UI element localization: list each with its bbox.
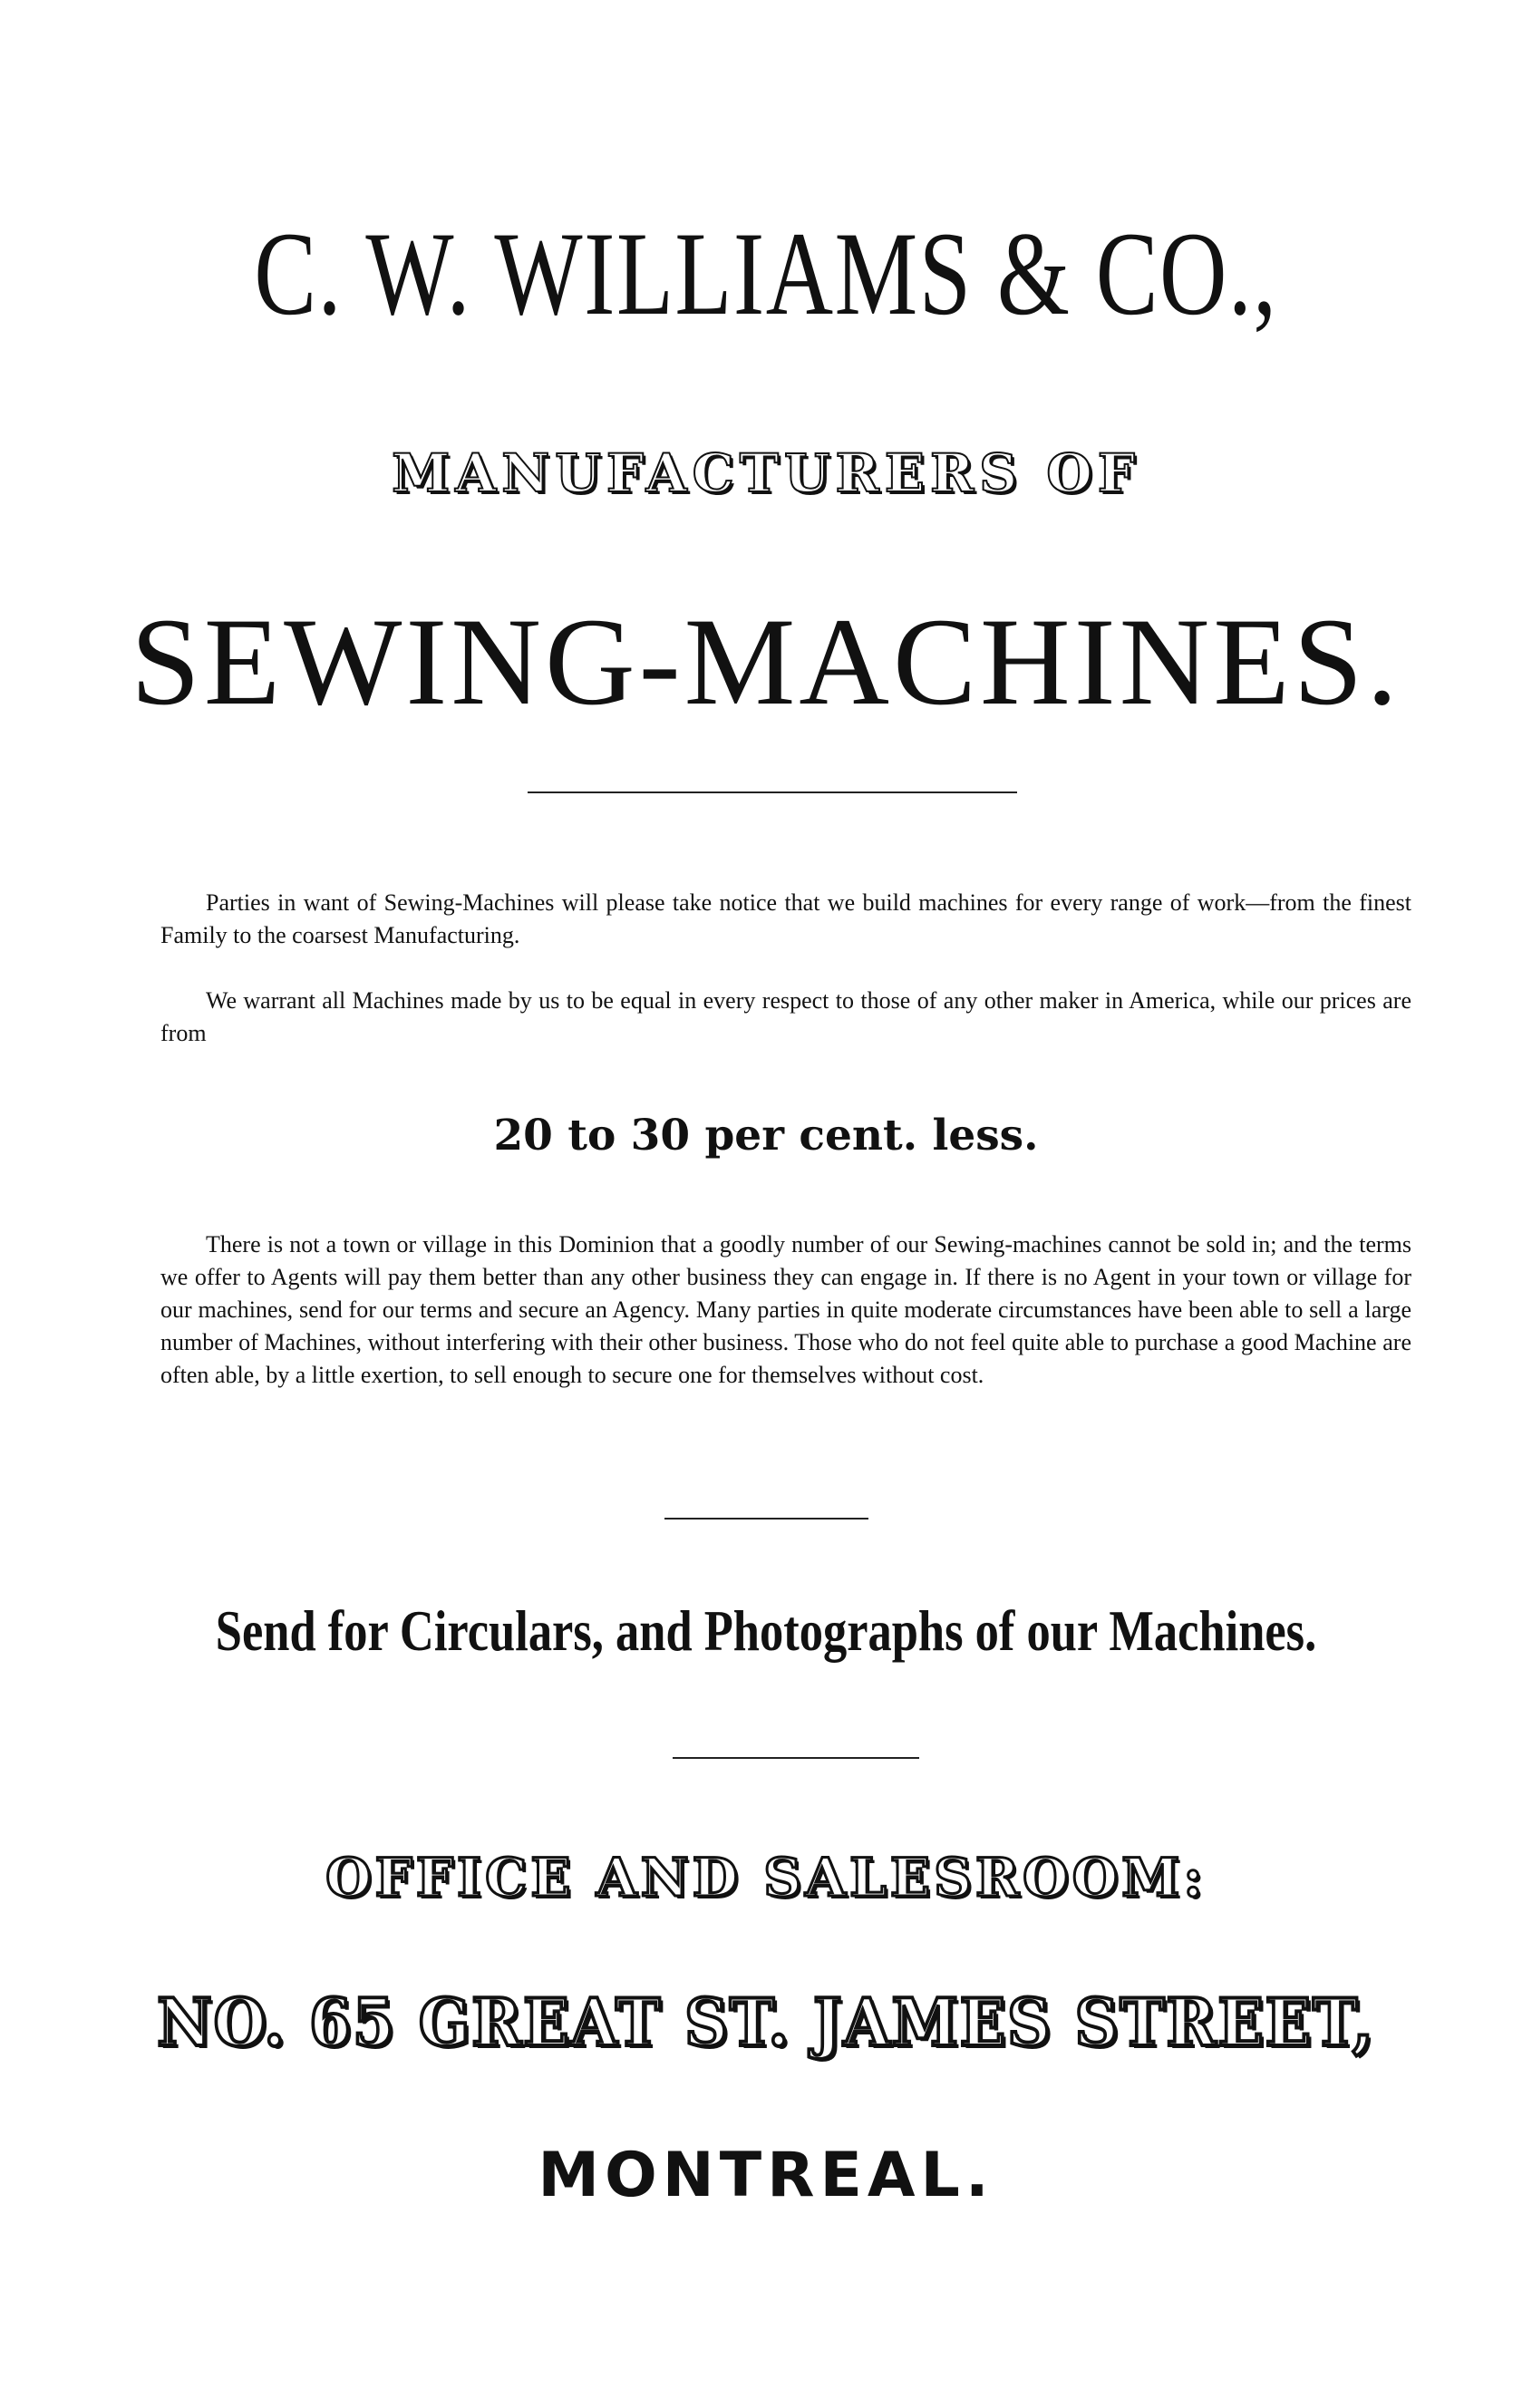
call-to-action: Send for Circulars, and Photographs of our Machines.	[215, 1598, 1317, 1663]
city-name: MONTREAL.	[538, 2140, 994, 2211]
divider-rule	[673, 1757, 919, 1759]
paragraph-warranty: We warrant all Machines made by us to be equal in every respect to those of any other maker in America, while our prices are from	[160, 987, 1411, 1046]
manufacturers-subtitle: MANUFACTURERS OF	[392, 442, 1140, 504]
price-note: 20 to 30 per cent. less.	[493, 1111, 1039, 1160]
divider-rule	[664, 1518, 868, 1520]
paragraph-agents: There is not a town or village in this Dominion that a goodly number of our Sewing-machines cannot be sold in; and the terms we offer to Agents will pay them better than any other business they can engage in. If there is no Agent in your town or village for our machines, send for our terms and secure an Agency. Many parties in quite moderate circumstances have been able to sell a large number of Machines, without interfering with their other business. Those who do not feel quite able to purchase a good Machine are often able, by a little exertion, to sell enough to secure one for themselves without cost.	[160, 1231, 1411, 1388]
firm-name-heading: C. W. WILLIAMS & CO.,	[254, 207, 1278, 340]
street-address: NO. 65 GREAT ST. JAMES STREET,	[157, 1984, 1375, 2061]
office-label: OFFICE AND SALESROOM:	[325, 1847, 1207, 1908]
paragraph-range-of-work: Parties in want of Sewing-Machines will please take notice that we build machines for every range of work—from the finest Family to the coarsest Manufacturing.	[160, 889, 1411, 948]
product-heading: SEWING-MACHINES.	[131, 592, 1401, 731]
divider-rule	[528, 791, 1017, 793]
